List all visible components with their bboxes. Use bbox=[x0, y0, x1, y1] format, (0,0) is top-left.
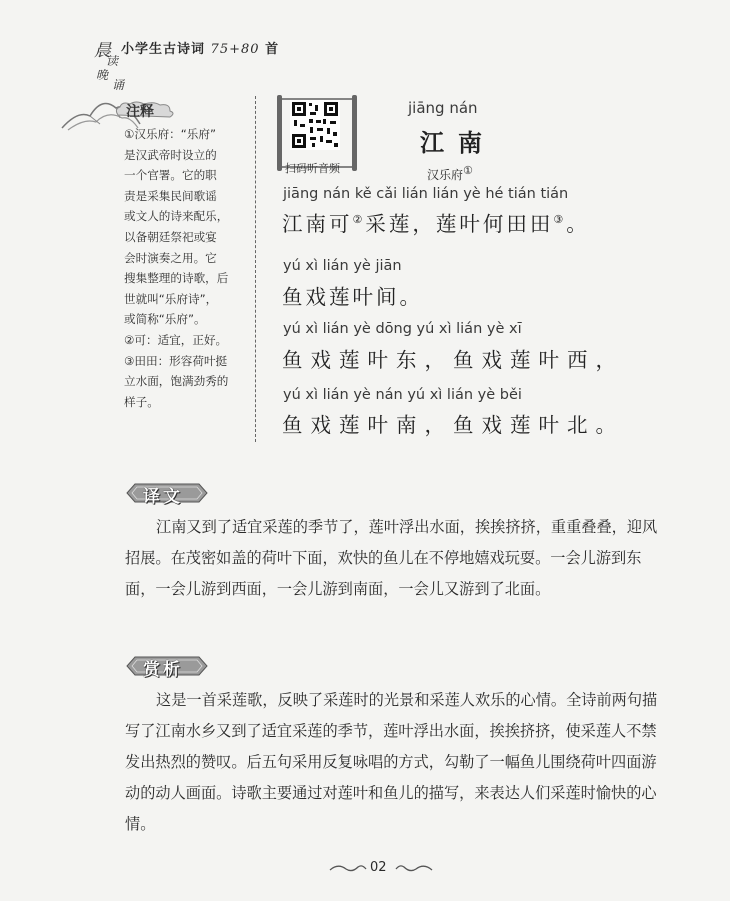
poem-line-1-part-b: 采莲，莲叶何田田 bbox=[365, 212, 554, 236]
poem-line-1-part-a: 江南可 bbox=[282, 212, 353, 236]
poem-line-3: 鱼戏莲叶东，鱼戏莲叶西， bbox=[282, 348, 624, 372]
column-divider bbox=[255, 96, 256, 442]
appreciation-badge bbox=[125, 655, 209, 680]
qr-caption: 扫码听音频 bbox=[285, 162, 340, 175]
translation-badge bbox=[125, 482, 209, 507]
note-line: 样子。 bbox=[124, 394, 159, 409]
note-line: 一个官署。它的职 bbox=[124, 168, 217, 183]
poem-title-pinyin: jiāng nán bbox=[408, 99, 478, 117]
logo-char-4: 诵 bbox=[112, 78, 125, 92]
appreciation-label: 赏析 bbox=[143, 660, 183, 680]
note-line: 或简称“乐府”。 bbox=[124, 312, 206, 327]
author-note-mark: ① bbox=[463, 164, 473, 177]
poem-title: 江南 bbox=[420, 129, 496, 157]
qr-code-icon bbox=[290, 100, 340, 150]
poem-author bbox=[427, 164, 473, 183]
note-line: 搜集整理的诗歌，后 bbox=[124, 271, 229, 286]
note-line: 以备朝廷祭祀或宴 bbox=[124, 229, 217, 244]
page-number: 02 bbox=[370, 860, 387, 875]
author-name: 汉乐府 bbox=[427, 168, 464, 182]
poem-line-1 bbox=[282, 207, 590, 237]
poem-line-2-pinyin: yú xì lián yè jiān bbox=[283, 258, 402, 274]
book-title-number: 75+80 bbox=[210, 42, 260, 57]
note-line: 责是采集民间歌谣 bbox=[124, 188, 217, 203]
logo-char-2: 读 bbox=[106, 54, 119, 68]
logo-char-1: 晨 bbox=[94, 41, 111, 61]
poem-line-1-end: 。 bbox=[566, 212, 590, 236]
logo-char-3: 晚 bbox=[96, 68, 109, 82]
note-line: ①汉乐府：“乐府” bbox=[124, 127, 216, 141]
page-footer bbox=[326, 857, 436, 881]
notes-badge bbox=[114, 101, 178, 119]
note-line: 或文人的诗来配乐， bbox=[124, 209, 229, 224]
poem-line-2: 鱼戏莲叶间。 bbox=[282, 285, 423, 309]
book-title-prefix: 小学生古诗词 bbox=[121, 42, 206, 57]
note-line: 会时演奏之用。它 bbox=[124, 250, 217, 265]
translation-text: 江南又到了适宜采莲的季节了，莲叶浮出水面，挨挨挤挤，重重叠叠，迎风招展。在茂密如盖的荷叶下面，欢快的鱼儿在不停地嬉戏玩耍。一会儿游到东面，一会儿游到西面，一会儿游到南面，一会儿又游到了北面。 bbox=[125, 518, 658, 598]
book-title bbox=[121, 38, 279, 57]
qr-code[interactable] bbox=[290, 100, 340, 150]
note-line: ③田田：形容荷叶挺 bbox=[124, 353, 228, 368]
book-title-suffix: 首 bbox=[265, 42, 280, 57]
note-line: 立水面，饱满劲秀的 bbox=[124, 374, 229, 389]
note-line: ②可：适宜，正好。 bbox=[124, 332, 228, 347]
notes-text bbox=[124, 124, 246, 412]
note-mark-3: ③ bbox=[553, 213, 567, 227]
note-mark-2: ② bbox=[352, 213, 366, 227]
note-line: 世就叫“乐府诗”， bbox=[124, 291, 218, 306]
poem-line-3-pinyin: yú xì lián yè dōng yú xì lián yè xī bbox=[283, 321, 522, 337]
poem-line-4-pinyin: yú xì lián yè nán yú xì lián yè běi bbox=[283, 387, 522, 403]
translation-label: 译文 bbox=[143, 487, 183, 507]
poem-line-4: 鱼戏莲叶南，鱼戏莲叶北。 bbox=[282, 413, 624, 437]
appreciation-text: 这是一首采莲歌，反映了采莲时的光景和采莲人欢乐的心情。全诗前两句描写了江南水乡又到了适宜采莲的季节，莲叶浮出水面，挨挨挤挤，使采莲人不禁发出热烈的赞叹。后五句采用反复咏唱的方式，勾勒了一幅鱼儿围绕荷叶四面游动的动人画面。诗歌主要通过对莲叶和鱼儿的描写，来表达人们采莲时愉快的心情。 bbox=[125, 691, 658, 833]
series-logo bbox=[74, 34, 126, 94]
note-line: 是汉武帝时设立的 bbox=[124, 147, 217, 162]
notes-label: 注释 bbox=[126, 104, 154, 120]
poem-line-1-pinyin: jiāng nán kě cǎi lián lián yè hé tián tián bbox=[283, 186, 569, 202]
